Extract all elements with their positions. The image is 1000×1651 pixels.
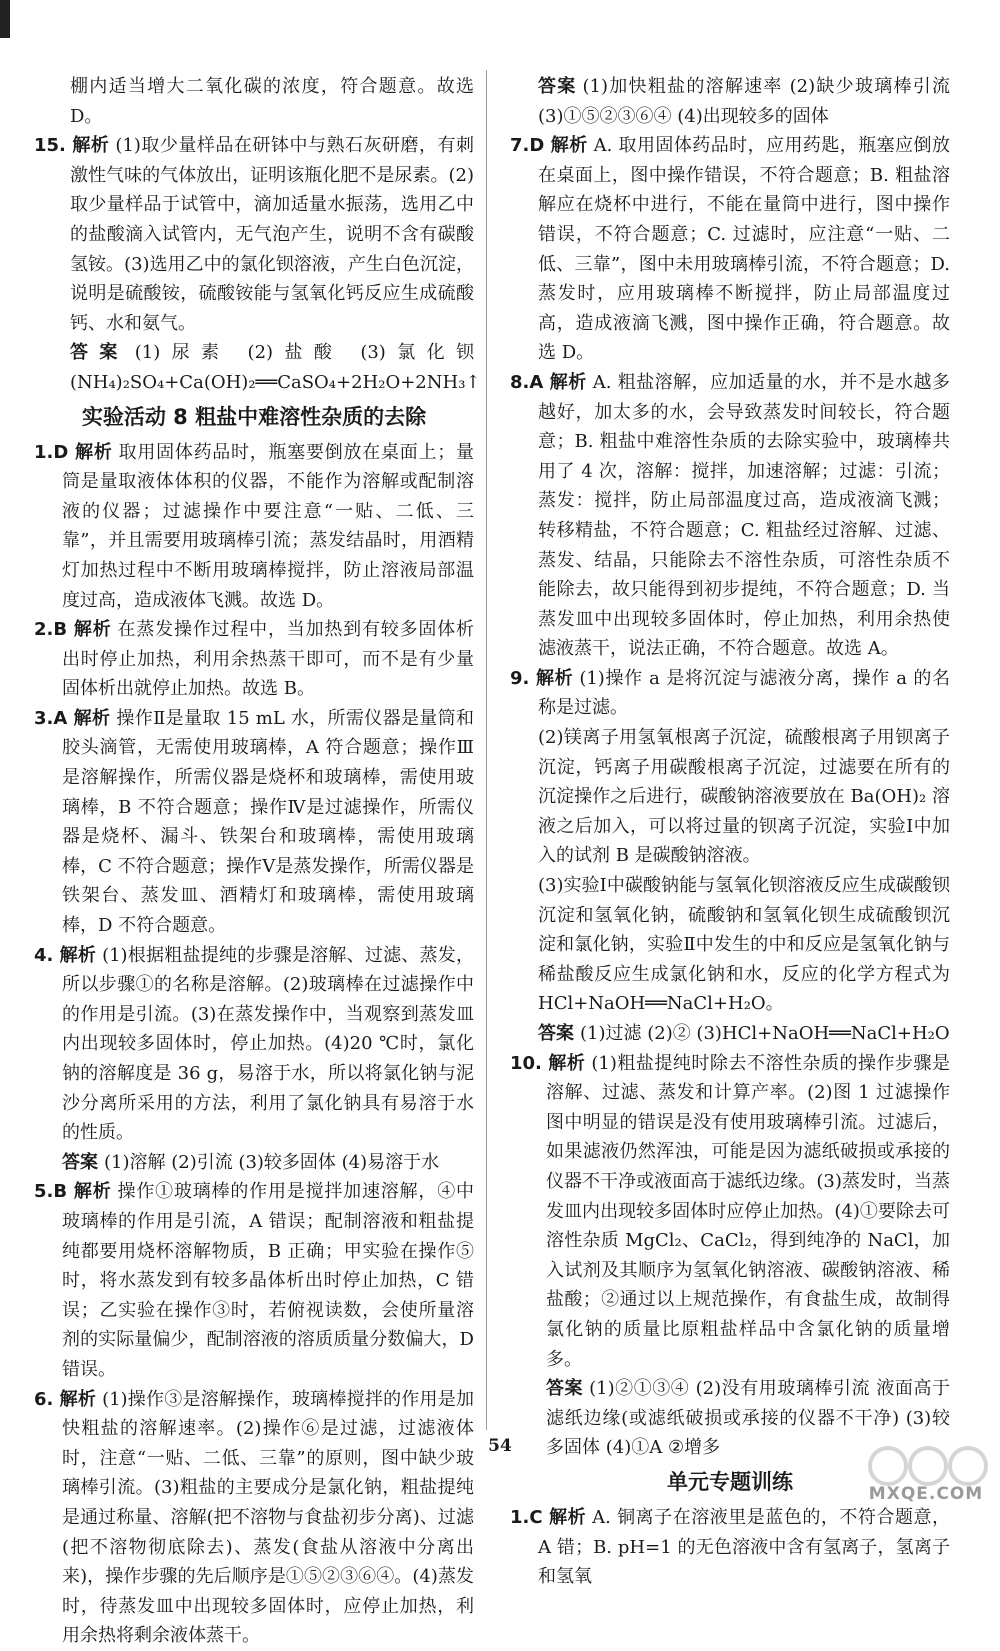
analysis-text: (1)粗盐提纯时除去不溶性杂质的操作步骤是溶解、过滤、蒸发和计算产率。(2)图 1 过滤操作图中明显的错误是没有使用玻璃棒引流。过滤后，如果滤液仍然浑浊，可能是因为滤纸破损或承接的仪器不干净或液面高于滤纸边缘。(3)蒸发时，当蒸发皿内出现较多固体时应停止加热。(4)①要除去可溶性杂质 MgCl₂、CaCl₂，得到纯净的 NaCl，加入试剂及其顺序为氢氧化钠溶液、碳酸钠溶液、稀盐酸；②通过以上规范操作，有食盐生成，故制得氯化钠的质量比原粗盐样品中含氯化钠的质量增多。	[546, 1052, 950, 1370]
analysis-label: 解析	[59, 1388, 97, 1410]
question-number: 4.	[34, 944, 54, 966]
analysis-text-9-part-2: (2)镁离子用氢氧根离子沉淀，硫酸根离子用钡离子沉淀，钙离子用碳酸根离子沉淀，过滤要在所有的沉淀操作之后进行，碳酸钠溶液要放在 Ba(OH)₂ 溶液之后加入，可以将过量的钡离子沉淀，实验Ⅰ中加入的试剂 B 是碳酸钠溶液。	[538, 727, 950, 867]
question-7	[510, 131, 950, 368]
analysis-text: (1)取少量样品在研钵中与熟石灰研磨，有刺激性气味的气体放出，证明该瓶化肥不是尿素。(2)取少量样品于试管中，滴加适量水振荡，选用乙中的盐酸滴入试管内，无气泡产生，说明不含有碳酸氢铵。(3)选用乙中的氯化钡溶液，产生白色沉淀，说明是硫酸铵，硫酸铵能与氢氧化钙反应生成硫酸钙、水和氨气。	[70, 135, 474, 334]
answer-text: (1)加快粗盐的溶解速率 (2)缺少玻璃棒引流 (3)①⑤②③⑥④ (4)出现较多的固体	[538, 76, 950, 127]
analysis-label: 解析	[71, 135, 110, 157]
analysis-text: 取用固体药品时，瓶塞要倒放在桌面上；量筒是量取液体体积的仪器，不能作为溶解或配制溶液的仪器；过滤操作中要注意“一贴、二低、三靠”，并且需要用玻璃棒引流；蒸发结晶时，用酒精灯加热过程中不断用玻璃棒搅拌，防止溶液局部温度过高，造成液体飞溅。故选 D。	[62, 441, 475, 611]
answer-15	[34, 338, 481, 397]
answer-4	[34, 1148, 474, 1178]
answer-text: (1)尿素 (2)盐酸 (3)氯化钡 (NH₄)₂SO₄+Ca(OH)₂══CaSO₄+2H₂O+2NH₃↑	[70, 342, 481, 393]
binding-mark	[0, 0, 10, 38]
analysis-label: 解析	[547, 1052, 586, 1074]
answer-choice: B	[53, 619, 68, 641]
question-8	[510, 368, 950, 664]
section-title-unit-training: 单元专题训练	[667, 1469, 793, 1494]
answer-choice: D	[53, 441, 69, 463]
analysis-text: (1)操作③是溶解操作，玻璃棒搅拌的作用是加快粗盐的溶解速率。(2)操作⑥是过滤，过滤液体时，注意“一贴、二低、三靠”的原则，图中缺少玻璃棒引流。(3)粗盐的主要成分是氯化钠，粗盐提纯是通过称量、溶解(把不溶物与食盐初步分离)、过滤(把不溶物彻底除去)、蒸发(食盐从溶液中分离出来)，操作步骤的先后顺序是①⑤②③⑥④。(4)蒸发时，待蒸发皿中出现较多固体时，应停止加热，利用余热将剩余液体蒸干。	[62, 1388, 474, 1647]
answer-label: 答案	[62, 1151, 98, 1173]
answer-choice: A	[53, 707, 68, 729]
answer-choice: C	[529, 1506, 543, 1528]
answer-label: 答案	[546, 1378, 584, 1400]
analysis-text: (1)操作 a 是将沉淀与滤液分离，操作 a 的名称是过滤。	[538, 667, 950, 719]
section-title-activity-8: 实验活动 8 粗盐中难溶性杂质的去除	[81, 404, 427, 429]
question-9	[510, 664, 950, 723]
analysis-text: 操作①玻璃棒的作用是搅拌加速溶解，④中玻璃棒的作用是引流，A 错误；配制溶液和粗盐提纯都要用烧杯溶解物质，B 正确；甲实验在操作⑤时，将水蒸发到有较多晶体析出时停止加热，C 错误；乙实验在操作③时，若俯视读数，会使所量溶剂的实际量偏少，配制溶液的溶质质量分数偏大，D 错误。	[62, 1181, 475, 1380]
question-5	[34, 1177, 474, 1384]
analysis-text: A. 粗盐溶解，应加适量的水，并不是水越多越好，加太多的水，会导致蒸发时间较长，符合题意；B. 粗盐中难溶性杂质的去除实验中，玻璃棒共用了 4 次，溶解：搅拌，加速溶解；过滤：引流；蒸发：搅拌，防止局部温度过高，造成液滴飞溅；转移精盐，不符合题意；C. 粗盐经过溶解、过滤、蒸发、结晶，只能除去不溶性杂质，可溶性杂质不能除去，故只能得到初步提纯，不符合题意；D. 当蒸发皿中出现较多固体时，停止加热，利用余热使滤液蒸干，说法正确，不符合题意。故选 A。	[538, 371, 950, 660]
question-3	[34, 704, 474, 941]
answer-text: (1)过滤 (2)② (3)HCl+NaOH══NaCl+H₂O	[580, 1023, 950, 1044]
answer-6	[510, 72, 950, 131]
column-divider	[486, 70, 487, 1430]
question-number: 15.	[34, 135, 66, 157]
question-number: 7.	[510, 135, 530, 157]
watermark-text: MXQE.COM	[868, 1484, 984, 1504]
answer-label: 答案	[70, 342, 129, 364]
analysis-label: 解析	[73, 707, 111, 729]
analysis-label: 解析	[535, 667, 574, 689]
question-number: 1.	[510, 1506, 530, 1528]
answer-label: 答案	[538, 76, 577, 97]
page-number: 54	[488, 1436, 512, 1456]
answer-label: 答案	[538, 1023, 574, 1044]
answer-choice: B	[53, 1181, 68, 1203]
analysis-label: 解析	[74, 441, 113, 463]
question-number: 3.	[34, 707, 54, 729]
answer-text: (1)②①③④ (2)没有用玻璃棒引流 液面高于滤纸边缘(或滤纸破损或承接的仪器不干净) (3)较多固体 (4)①A ②增多	[546, 1378, 951, 1459]
analysis-text: 在蒸发操作过程中，当加热到有较多固体析出时停止加热，利用余热蒸干即可，而不是有少量固体析出就停止加热。故选 B。	[62, 619, 475, 700]
question-number: 2.	[34, 619, 54, 641]
analysis-text: (1)根据粗盐提纯的步骤是溶解、过滤、蒸发，所以步骤①的名称是溶解。(2)玻璃棒在过滤操作中的作用是引流。(3)在蒸发操作中，当观察到蒸发皿内出现较多固体时，停止加热。(4)20 ℃时，氯化钠的溶解度是 36 g，易溶于水，所以将氯化钠与泥沙分离所采用的方法，利用了氯化钠具有易溶于水的性质。	[62, 944, 474, 1144]
answer-text: (1)溶解 (2)引流 (3)较多固体 (4)易溶于水	[104, 1151, 440, 1173]
question-15	[34, 131, 474, 338]
question-number: 10.	[510, 1052, 542, 1074]
analysis-text: 操作Ⅱ是量取 15 mL 水，所需仪器是量筒和胶头滴管，无需使用玻璃棒，A 符合题意；操作Ⅲ是溶解操作，所需仪器是烧杯和玻璃棒，需使用玻璃棒，B 不符合题意；操作Ⅳ是过滤操作，所需仪器是烧杯、漏斗、铁架台和玻璃棒，需使用玻璃棒，C 不符合题意；操作Ⅴ是蒸发操作，所需仪器是铁架台、蒸发皿、酒精灯和玻璃棒，需使用玻璃棒，D 不符合题意。	[62, 707, 475, 937]
question-1	[34, 438, 474, 616]
analysis-label: 解析	[548, 1506, 587, 1528]
analysis-label: 解析	[549, 371, 587, 393]
question-10	[510, 1049, 950, 1375]
analysis-label: 解析	[73, 1181, 112, 1203]
analysis-text: A. 取用固体药品时，应用药匙，瓶塞应倒放在桌面上，图中操作错误，不符合题意；B. 粗盐溶解应在烧杯中进行，不能在量筒中进行，图中操作错误，不符合题意；C. 过滤时，应注意“一贴、二低、三靠”，图中未用玻璃棒引流，不符合题意；D. 蒸发时，应用玻璃棒不断搅拌，防止局部温度过高，造成液滴飞溅，图中操作正确，符合题意。故选 D。	[538, 135, 950, 364]
analysis-text: A. 铜离子在溶液里是蓝色的，不符合题意，A 错；B. pH=1 的无色溶液中含有氢离子，氢离子和氢氧	[538, 1506, 951, 1588]
question-number: 8.	[510, 371, 530, 393]
analysis-text-9-part-3: (3)实验Ⅰ中碳酸钠能与氢氧化钡溶液反应生成碳酸钡沉淀和氢氧化钠，硫酸钠和氢氧化钡生成硫酸钡沉淀和氯化钠，实验Ⅱ中发生的中和反应是氢氧化钠与稀盐酸反应生成氯化钠和水，反应的化学方程式为 HCl+NaOH══NaCl+H₂O。	[538, 875, 950, 1015]
question-number: 6.	[34, 1388, 54, 1410]
question-4	[34, 941, 474, 1148]
carryover-text: 棚内适当增大二氧化碳的浓度，符合题意。故选 D。	[70, 76, 474, 127]
question-6	[34, 1385, 474, 1651]
unit-question-1	[510, 1503, 950, 1592]
question-number: 5.	[34, 1181, 54, 1203]
analysis-label: 解析	[73, 619, 112, 641]
question-number: 9.	[510, 667, 530, 689]
answer-choice: A	[529, 371, 544, 393]
answer-choice: D	[529, 135, 545, 157]
analysis-label: 解析	[550, 135, 588, 157]
question-number: 1.	[34, 441, 54, 463]
right-column	[510, 72, 950, 1592]
analysis-label: 解析	[59, 944, 97, 966]
question-2	[34, 615, 474, 704]
answer-9	[510, 1019, 950, 1049]
left-column	[34, 72, 481, 1651]
